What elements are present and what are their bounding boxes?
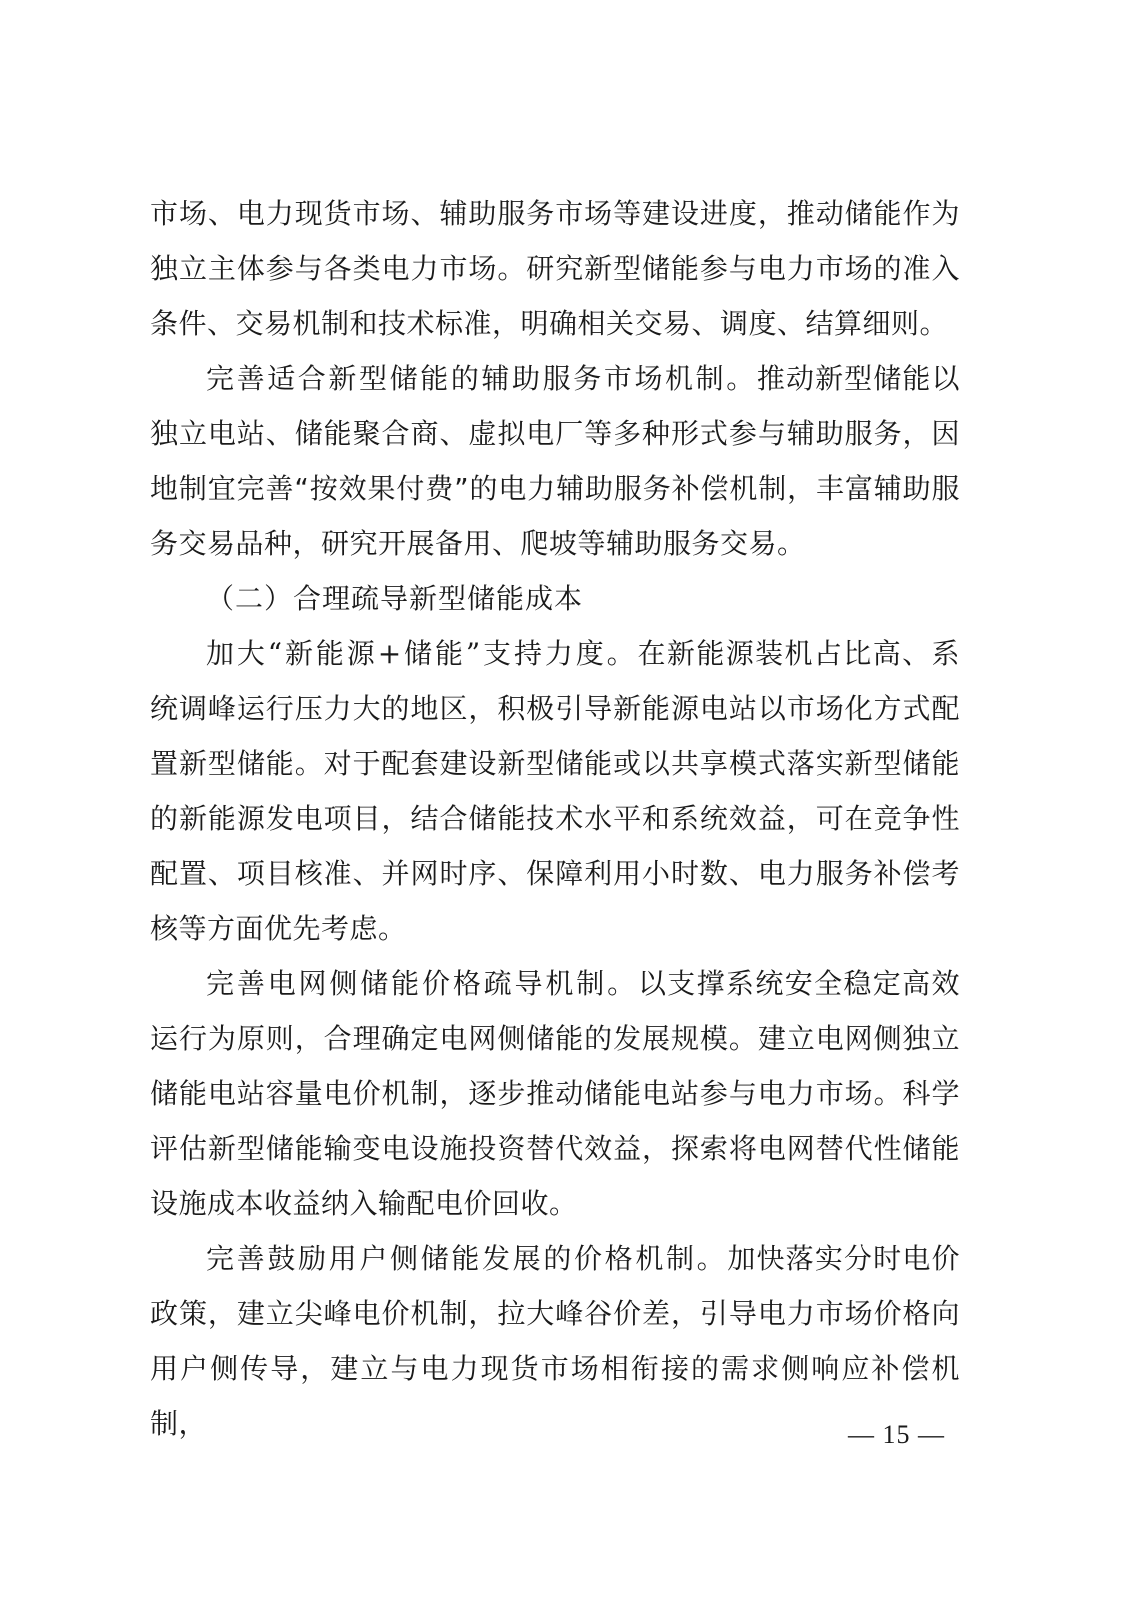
- paragraph-3-body: 在新能源装机占比高、系统调峰运行压力大的地区，积极引导新能源电站以市场化方式配置新型储能。对于配套建设新型储能或以共享模式落实新型储能的新能源发电项目，结合储能技术水平和系统效益，可在竞争性配置、项目核准、并网时序、保障利用小时数、电力服务补偿考核等方面优先考虑。: [150, 637, 960, 945]
- paragraph-2: [150, 351, 960, 571]
- paragraph-1: [150, 186, 960, 351]
- paragraph-5: [150, 1231, 960, 1451]
- paragraph-4-body: 以支撑系统安全稳定高效运行为原则，合理确定电网侧储能的发展规模。建立电网侧独立储能电站容量电价机制，逐步推动储能电站参与电力市场。科学评估新型储能输变电设施投资替代效益，探索将电网替代性储能设施成本收益纳入输配电价回收。: [150, 967, 960, 1220]
- paragraph-4: [150, 956, 960, 1231]
- paragraph-3: [150, 626, 960, 956]
- paragraph-5-body: 加快落实分时电价政策，建立尖峰电价机制，拉大峰谷价差，引导电力市场价格向用户侧传导，建立与电力现货市场相衔接的需求侧响应补偿机制，: [150, 1242, 960, 1440]
- paragraph-2-lead: 完善适合新型储能的辅助服务市场机制。: [206, 362, 757, 395]
- page-number: — 15 —: [848, 1420, 945, 1449]
- document-body: [150, 186, 960, 1451]
- paragraph-4-lead: 完善电网侧储能价格疏导机制。: [206, 967, 638, 1000]
- paragraph-3-lead: 加大“新能源+储能”支持力度。: [206, 637, 638, 670]
- paragraph-2-body: 推动新型储能以独立电站、储能聚合商、虚拟电厂等多种形式参与辅助服务，因地制宜完善“按效果付费”的电力辅助服务补偿机制，丰富辅助服务交易品种，研究开展备用、爬坡等辅助服务交易。: [150, 362, 960, 560]
- section-heading: （二）合理疏导新型储能成本: [206, 582, 584, 615]
- paragraph-5-lead: 完善鼓励用户侧储能发展的价格机制。: [206, 1242, 728, 1275]
- paragraph-1-body: 市场、电力现货市场、辅助服务市场等建设进度，推动储能作为独立主体参与各类电力市场。研究新型储能参与电力市场的准入条件、交易机制和技术标准，明确相关交易、调度、结算细则。: [150, 197, 960, 340]
